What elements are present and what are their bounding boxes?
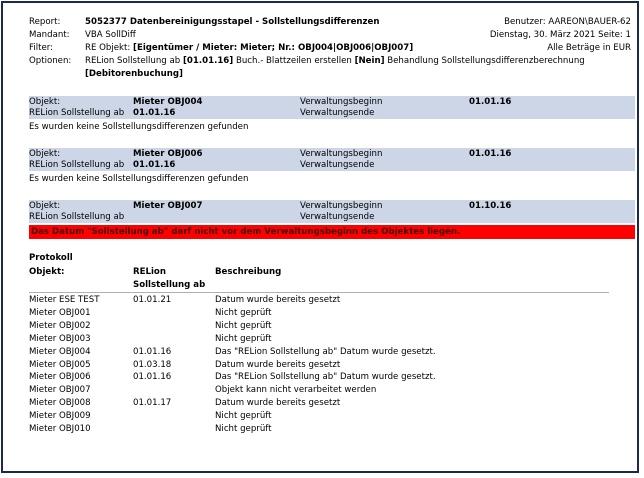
verwaltungsbeginn-value: 01.01.16 — [469, 149, 512, 159]
filter-label: Filter: — [29, 43, 54, 53]
optionen-label: Optionen: — [29, 56, 72, 66]
col-header-sollstellung: Sollstellung ab — [133, 280, 206, 290]
cell-beschreibung: Das "RELion Sollstellung ab" Datum wurde gesetzt. — [215, 372, 436, 382]
cell-beschreibung: Datum wurde bereits gesetzt — [215, 295, 341, 305]
objekt-label: Objekt: — [29, 149, 61, 159]
cell-objekt: Mieter ESE TEST — [29, 295, 100, 305]
sollstellung-label: RELion Sollstellung ab — [29, 160, 125, 170]
sollstellung-label: RELion Sollstellung ab — [29, 212, 125, 222]
verwaltungsbeginn-label: Verwaltungsbeginn — [300, 149, 383, 159]
error-message: Das Datum "Sollstellung ab" darf nicht vor dem Verwaltungsbeginn des Objektes liegen. — [31, 227, 461, 237]
no-differences-message: Es wurden keine Sollstellungsdifferenzen gefunden — [29, 174, 249, 184]
sollstellung-value: 01.01.16 — [133, 108, 176, 118]
cell-beschreibung: Datum wurde bereits gesetzt — [215, 360, 341, 370]
optionen-line-2: [Debitorenbuchung] — [85, 69, 183, 79]
cell-beschreibung: Datum wurde bereits gesetzt — [215, 398, 341, 408]
cell-beschreibung: Nicht geprüft — [215, 411, 272, 421]
filter-text — [85, 43, 413, 53]
sollstellung-value: 01.01.16 — [133, 160, 176, 170]
cell-objekt: Mieter OBJ001 — [29, 308, 91, 318]
report-title: 5052377 Datenbereinigungsstapel - Sollstellungsdifferenzen — [85, 17, 380, 27]
report-page — [1, 1, 639, 473]
optionen-part-2: [01.01.16] — [182, 56, 234, 66]
protokoll-title: Protokoll — [29, 253, 73, 263]
sollstellung-label: RELion Sollstellung ab — [29, 108, 125, 118]
cell-objekt: Mieter OBJ010 — [29, 424, 91, 434]
objekt-label: Objekt: — [29, 201, 61, 211]
cell-beschreibung: Nicht geprüft — [215, 308, 272, 318]
report-label: Report: — [29, 17, 61, 27]
cell-objekt: Mieter OBJ008 — [29, 398, 91, 408]
verwaltungsende-label: Verwaltungsende — [300, 108, 375, 118]
objekt-value: Mieter OBJ004 — [133, 97, 203, 107]
verwaltungsbeginn-label: Verwaltungsbeginn — [300, 97, 383, 107]
cell-objekt: Mieter OBJ009 — [29, 411, 91, 421]
cell-beschreibung: Nicht geprüft — [215, 321, 272, 331]
cell-sollstellung-ab: 01.01.16 — [133, 372, 172, 382]
date-page-text: Dienstag, 30. März 2021 Seite: 1 — [489, 30, 631, 40]
optionen-part-5: Behandlung Sollstellungsdifferenzberechnung — [387, 56, 585, 66]
cell-beschreibung: Nicht geprüft — [215, 424, 272, 434]
cell-beschreibung: Nicht geprüft — [215, 334, 272, 344]
no-differences-message: Es wurden keine Sollstellungsdifferenzen gefunden — [29, 122, 249, 132]
col-header-objekt: Objekt: — [29, 267, 65, 277]
currency-note: Alle Beträge in EUR — [547, 43, 631, 53]
cell-objekt: Mieter OBJ005 — [29, 360, 91, 370]
col-header-relion: RELion — [133, 267, 166, 277]
filter-prefix: RE Objekt: — [85, 43, 131, 53]
cell-sollstellung-ab: 01.03.18 — [133, 360, 172, 370]
cell-beschreibung: Das "RELion Sollstellung ab" Datum wurde gesetzt. — [215, 347, 436, 357]
cell-objekt: Mieter OBJ007 — [29, 385, 91, 395]
cell-objekt: Mieter OBJ006 — [29, 372, 91, 382]
verwaltungsende-label: Verwaltungsende — [300, 160, 375, 170]
cell-sollstellung-ab: 01.01.16 — [133, 347, 172, 357]
objekt-label: Objekt: — [29, 97, 61, 107]
mandant-value: VBA SollDiff — [85, 30, 136, 40]
col-header-beschreibung: Beschreibung — [215, 267, 282, 277]
cell-sollstellung-ab: 01.01.21 — [133, 295, 172, 305]
verwaltungsbeginn-value: 01.01.16 — [469, 97, 512, 107]
cell-objekt: Mieter OBJ003 — [29, 334, 91, 344]
mandant-label: Mandant: — [29, 30, 70, 40]
cell-beschreibung: Objekt kann nicht verarbeitet werden — [215, 385, 377, 395]
optionen-part-3: Buch.- Blattzeilen erstellen — [235, 56, 352, 66]
cell-objekt: Mieter OBJ004 — [29, 347, 91, 357]
benutzer-text: Benutzer: AAREON\BAUER-62 — [504, 17, 631, 27]
verwaltungsende-label: Verwaltungsende — [300, 212, 375, 222]
optionen-part-4: [Nein] — [354, 56, 385, 66]
optionen-text — [85, 56, 585, 66]
objekt-value: Mieter OBJ007 — [133, 201, 203, 211]
header-divider — [29, 292, 609, 293]
filter-value: [Eigentümer / Mieter: Mieter; Nr.: OBJ004|OBJ006|OBJ007] — [133, 43, 414, 53]
verwaltungsbeginn-label: Verwaltungsbeginn — [300, 201, 383, 211]
cell-sollstellung-ab: 01.01.17 — [133, 398, 172, 408]
optionen-part-1: RELion Sollstellung ab — [85, 56, 181, 66]
verwaltungsbeginn-value: 01.10.16 — [469, 201, 512, 211]
objekt-value: Mieter OBJ006 — [133, 149, 203, 159]
cell-objekt: Mieter OBJ002 — [29, 321, 91, 331]
